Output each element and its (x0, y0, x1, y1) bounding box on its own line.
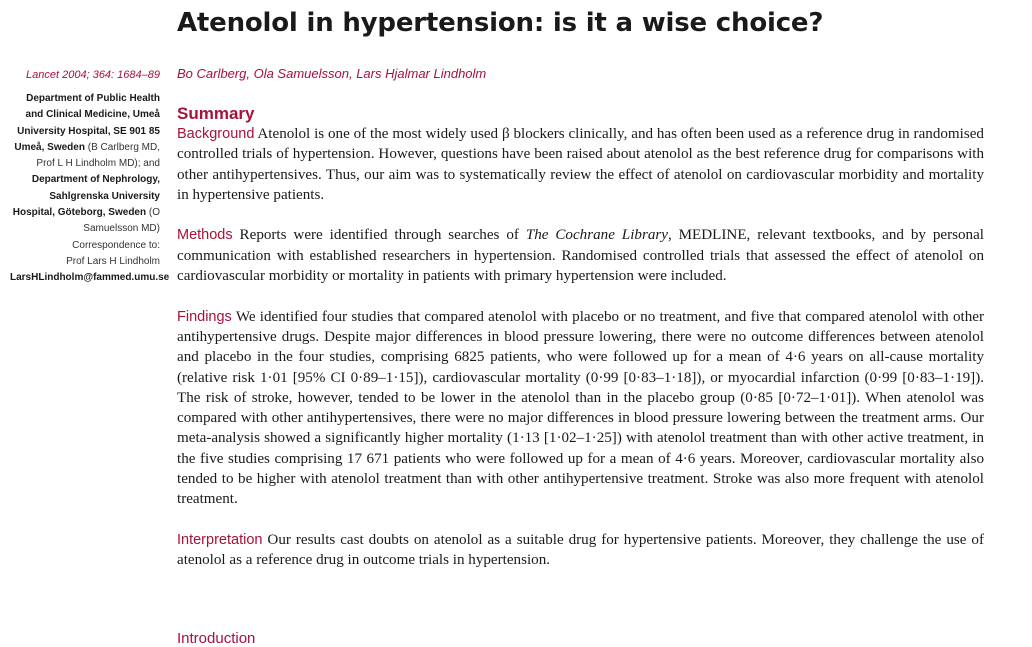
interpretation-paragraph (177, 530, 984, 571)
article-title: Atenolol in hypertension: is it a wise choice? (177, 8, 824, 38)
background-text: Atenolol is one of the most widely used β blockers clinically, and has often been used as a reference drug in randomised controlled trials of hypertension. However, questions have been raised about atenolol as the best reference drug for comparisons with other antihypertensives. Thus, our aim was to systematically review the effect of atenolol on cardiovascular morbidity and mortality in hypertensive patients. (177, 126, 984, 203)
findings-text: We identified four studies that compared atenolol with placebo or no treatment, and five that compared atenolol with other antihypertensive drugs. Despite major differences in blood pressure lowering, there were no outcome differences between atenolol and placebo in the four studies, comprising 6825 patients, who were followed up for a mean of 4·6 years on all-cause mortality (relative risk 1·01 [95% CI 0·89–1·15]), cardiovascular mortality (0·99 [0·83–1·18]), or myocardial infarction (0·99 [0·83–1·19]). The risk of stroke, however, tended to be lower in the atenolol than in the placebo group (0·85 [0·72–1·01]). When atenolol was compared with other antihypertensives, there were no major differences in blood pressure lowering between the treatment arms. Our meta-analysis showed a significantly higher mortality (1·13 [1·02–1·25]) with atenolol treatment than with other active treatment, in the five studies comprising 17 671 patients who were followed up for a mean of 4·6 years. Moreover, cardiovascular mortality also tended to be higher with atenolol treatment than with other antihypertensive treatment. Stroke was also more frequent with atenolol treatment. (177, 308, 984, 508)
introduction-heading: Introduction (177, 630, 256, 647)
affiliation-1: Department of Public Health and Clinical Medicine, Umeå University Hospital, SE 901 85 Umeå, Sweden (14, 93, 160, 153)
findings-label: Findings (177, 308, 232, 325)
summary-section (177, 104, 984, 571)
correspondence-email[interactable]: LarsHLindholm@fammed.umu.se (10, 272, 170, 284)
correspondence-name: Prof Lars H Lindholm (66, 255, 160, 267)
background-label: Background (177, 126, 255, 142)
methods-paragraph (177, 225, 984, 286)
author-list: Bo Carlberg, Ola Samuelsson, Lars Hjalmar Lindholm (177, 66, 487, 81)
affiliations-sidebar (10, 91, 170, 287)
findings-paragraph (177, 307, 984, 510)
affiliation-2: Department of Nephrology, Sahlgrenska University Hospital, Göteborg, Sweden (12, 174, 160, 219)
interpretation-text: Our results cast doubts on atenolol as a suitable drug for hypertensive patients. Moreover, they challenge the use of atenolol as a reference drug in outcome trials in hypertension. (177, 531, 984, 569)
affiliation-2-note: (O Samuelsson MD) (83, 207, 160, 235)
interpretation-label: Interpretation (177, 531, 263, 548)
methods-text-2: , MEDLINE, relevant textbooks, and by personal communication with established researchers in hypertension. Randomised controlled trials that assessed the effect of atenolol on cardiovascular morbidity or mortality in patients with primary hypertension were included. (177, 227, 984, 285)
summary-heading: Summary (177, 104, 255, 123)
methods-label: Methods (177, 227, 233, 244)
methods-text-1: Reports were identified through searches of (239, 227, 519, 244)
methods-library-name: The Cochrane Library (525, 227, 668, 244)
journal-citation: Lancet 2004; 364: 1684–89 (26, 69, 160, 81)
correspondence-label: Correspondence to: (72, 239, 160, 251)
affiliation-1-note: (B Carlberg MD, Prof L H Lindholm MD); and (36, 141, 160, 170)
background-paragraph (177, 124, 984, 205)
